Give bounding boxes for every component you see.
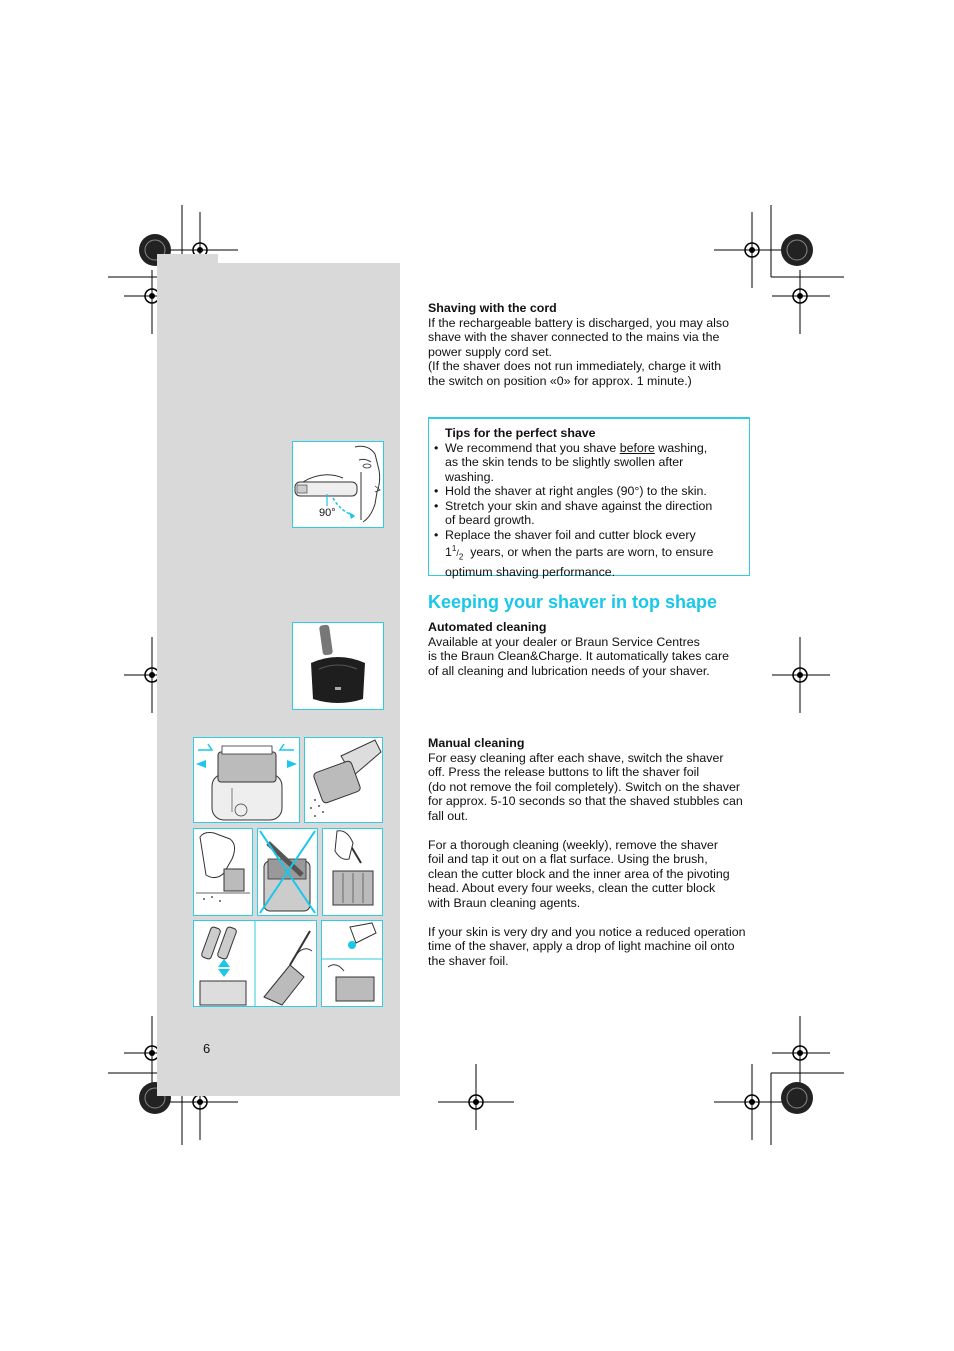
illustration-oil-foil xyxy=(321,920,383,1007)
page-number: 6 xyxy=(203,1041,211,1056)
text-line: off. Press the release buttons to lift the shaver foil xyxy=(428,765,700,779)
illustration-remove-cutter xyxy=(193,920,317,1007)
text-line: head. About every four weeks, clean the cutter block xyxy=(428,881,716,895)
illustration-do-not-brush-foil xyxy=(257,828,318,916)
text-line: is the Braun Clean&Charge. It automatically takes care xyxy=(428,649,729,663)
text-line: time of the shaver, apply a drop of light machine oil onto xyxy=(428,939,735,953)
illustration-run-shaver xyxy=(304,737,383,823)
text-line: foil and tap it out on a flat surface. Using the brush, xyxy=(428,852,708,866)
section-title-keeping: Keeping your shaver in top shape xyxy=(428,592,718,612)
text-line: For a thorough cleaning (weekly), remove the shaver xyxy=(428,837,718,852)
text-line: If the rechargeable battery is discharged, you may also xyxy=(428,315,729,330)
illustration-release-foil xyxy=(193,737,300,823)
text-line: (do not remove the foil completely). Switch on the shaver xyxy=(428,779,740,794)
emphasis-before: before xyxy=(619,440,655,455)
list-item: • Hold the shaver at right angles (90°) to the skin. xyxy=(433,484,745,499)
text-line: If your skin is very dry and you notice a reduced operation xyxy=(428,924,746,939)
text-line: shave with the shaver connected to the mains via the xyxy=(428,330,720,344)
section-shaving-cord xyxy=(428,301,758,388)
heading-manual-cleaning: Manual cleaning xyxy=(428,736,525,750)
angle-label: 90° xyxy=(319,507,336,519)
tips-title: Tips for the perfect shave xyxy=(445,426,596,440)
text-line: clean the cutter block and the inner area of the pivoting xyxy=(428,866,730,881)
text-line: power supply cord set. xyxy=(428,344,552,359)
text-line: the switch on position «0» for approx. 1 minute.) xyxy=(428,373,692,388)
text-line: of all cleaning and lubrication needs of your shaver. xyxy=(428,663,710,678)
text-line: Available at your dealer or Braun Service Centres xyxy=(428,634,700,649)
text-line: For easy cleaning after each shave, switch the shaver xyxy=(428,750,724,765)
illustration-tap-foil xyxy=(193,828,253,916)
illustration-clean-charge xyxy=(292,622,384,710)
heading-automated-cleaning: Automated cleaning xyxy=(428,620,547,634)
illustration-right-angle xyxy=(292,441,384,528)
text-line: for approx. 5-10 seconds so that the shaved stubbles can xyxy=(428,794,743,808)
starburst-icon xyxy=(781,1082,813,1114)
tips-box xyxy=(428,417,750,580)
tips-list xyxy=(433,441,745,580)
text-line: fall out. xyxy=(428,808,468,823)
heading-shaving-cord: Shaving with the cord xyxy=(428,301,557,315)
list-item: • Replace the shaver foil and cutter block every $1^1/_2$ years, or when the parts are worn, to ensure optimum shaving performance. xyxy=(433,528,745,580)
list-item: • We recommend that you shave before washing, as the skin tends to be slightly swollen after washing. xyxy=(433,441,745,485)
illustration-brush-cutter xyxy=(322,828,383,916)
text-line: the shaver foil. xyxy=(428,953,509,968)
fraction: $1^1/_2$ xyxy=(445,544,464,562)
section-automated-cleaning xyxy=(428,620,758,678)
section-manual-cleaning xyxy=(428,736,758,968)
starburst-icon xyxy=(781,234,813,266)
list-item: • Stretch your skin and shave against the direction of beard growth. xyxy=(433,499,745,528)
text-line: with Braun cleaning agents. xyxy=(428,895,581,910)
text-line: (If the shaver does not run immediately, charge it with xyxy=(428,359,722,373)
